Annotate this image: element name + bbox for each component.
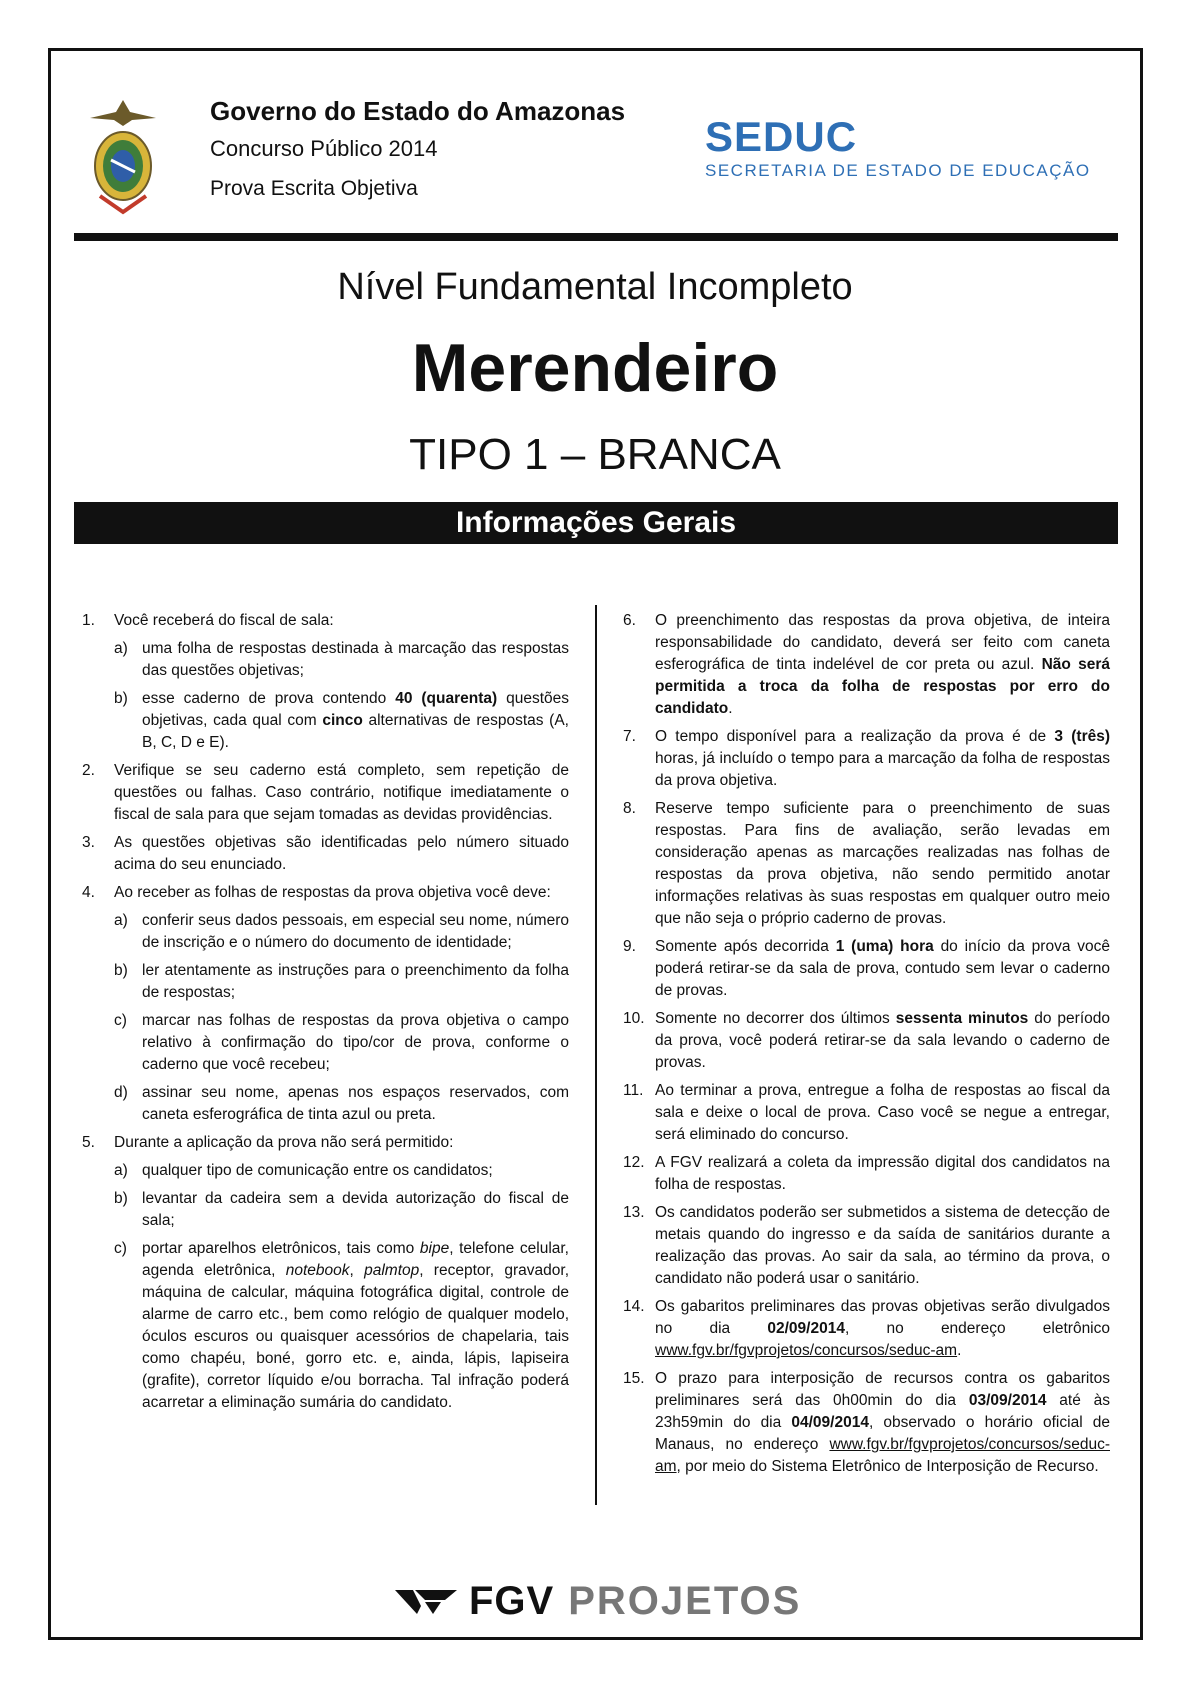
instruction-item: 3. As questões objetivas são identificadas pelo número situado acima do seu enunciado. xyxy=(82,834,569,873)
seduc-logo-text: SEDUC xyxy=(705,113,858,160)
fgv-logo-icon xyxy=(395,1586,457,1616)
instruction-item: 7. O tempo disponível para a realização da prova é de 3 (três) horas, já incluído o tempo para a marcação da folha de respostas da prova objetiva. xyxy=(623,728,1110,789)
instruction-subitem: c) portar aparelhos eletrônicos, tais como bipe, telefone celular, agenda eletrônica, notebook, palmtop, receptor, gravador, máquina de calcular, máquina fotográfica digital, controle de alarme de carro etc., bem como relógio de qualquer modelo, óculos escuros ou quaisquer acessórios de chapelaria, tais como chapéu, boné, gorro etc. e, ainda, lápis, lapiseira (grafite), corretor líquido e/ou borracha. Tal infração poderá acarretar a eliminação sumária do candidato. xyxy=(114,1240,569,1411)
education-level: Nível Fundamental Incompleto xyxy=(337,266,853,308)
instruction-subitem: a) qualquer tipo de comunicação entre os candidatos; xyxy=(114,1162,493,1179)
instruction-subitem: a) uma folha de respostas destinada à marcação das respostas das questões objetivas; xyxy=(114,640,569,679)
results-link[interactable]: www.fgv.br/fgvprojetos/concursos/seduc-am xyxy=(655,1342,958,1359)
instruction-item: 5. Durante a aplicação da prova não será permitido: xyxy=(82,1134,454,1151)
contest-name: Concurso Público 2014 xyxy=(210,136,438,161)
instruction-item: 2. Verifique se seu caderno está completo, sem repetição de questões ou falhas. Caso contrário, notifique imediatamente o fiscal de sala para que sejam tomadas as devidas providências. xyxy=(82,762,569,823)
government-name: Governo do Estado do Amazonas xyxy=(210,96,626,126)
instruction-subitem: b) esse caderno de prova contendo 40 (quarenta) questões objetivas, cada qual com cinco alternativas de respostas (A, B, C, D e E). xyxy=(114,690,569,751)
instruction-item: 4. Ao receber as folhas de respostas da prova objetiva você deve: xyxy=(82,884,551,901)
instruction-subitem: a) conferir seus dados pessoais, em especial seu nome, número de inscrição e o número do documento de identidade; xyxy=(114,912,569,951)
header-divider xyxy=(74,233,1118,241)
appeals-link[interactable]: www.fgv.br/fgvprojetos/concursos/seduc-am xyxy=(655,1436,1110,1475)
instruction-item: 10. Somente no decorrer dos últimos sessenta minutos do período da prova, você poderá retirar-se da sala levando o caderno de provas. xyxy=(623,1010,1110,1071)
amazonas-coat-of-arms-icon xyxy=(86,96,160,218)
instruction-item: 11. Ao terminar a prova, entregue a folha de respostas ao fiscal da sala e deixe o local de prova. Caso você se negue a entregar, será eliminado do concurso. xyxy=(623,1082,1110,1143)
instruction-item: 14. Os gabaritos preliminares das provas objetivas serão divulgados no dia 02/09/2014, no endereço eletrônico www.fgv.br/fgvprojetos/concursos/seduc-am. xyxy=(623,1298,1110,1359)
exam-type: TIPO 1 – BRANCA xyxy=(409,430,781,479)
fgv-text: FGV xyxy=(469,1578,555,1623)
instruction-subitem: b) ler atentamente as instruções para o preenchimento da folha de respostas; xyxy=(114,962,569,1001)
role-title: Merendeiro xyxy=(411,330,779,406)
instruction-subitem: c) marcar nas folhas de respostas da prova objetiva o campo relativo à confirmação do tipo/cor de prova, conforme o caderno que você recebeu; xyxy=(114,1012,569,1073)
instruction-item: 15. O prazo para interposição de recursos contra os gabaritos preliminares será das 0h00min do dia 03/09/2014 até às 23h59min do dia 04/09/2014, observado o horário oficial de Manaus, no endereço www.fgv.br/fgvprojetos/concursos/seduc-am, por meio do Sistema Eletrônico de Interposição de Recurso. xyxy=(623,1370,1111,1475)
projetos-text: PROJETOS xyxy=(568,1578,802,1623)
instruction-item: 9. Somente após decorrida 1 (uma) hora do início da prova você poderá retirar-se da sala de prova, contudo sem levar o caderno de provas. xyxy=(623,938,1111,999)
seduc-logo xyxy=(705,115,1091,183)
header-text xyxy=(210,94,625,208)
instruction-item: 1. Você receberá do fiscal de sala: xyxy=(82,612,334,629)
instructions-right-column xyxy=(623,610,1110,1484)
exam-name: Prova Escrita Objetiva xyxy=(210,177,418,200)
section-header: Informações Gerais xyxy=(74,502,1118,544)
instruction-item: 12. A FGV realizará a coleta da impressão digital dos candidatos na folha de respostas. xyxy=(623,1154,1110,1193)
instruction-item: 13. Os candidatos poderão ser submetidos a sistema de detecção de metais quando do ingresso e da saída de sanitários durante a realização das provas. Ao sair da sala, ao término da prova, o candidato não poderá usar o sanitário. xyxy=(623,1204,1110,1287)
instruction-subitem: d) assinar seu nome, apenas nos espaços reservados, com caneta esferográfica de tinta azul ou preta. xyxy=(114,1084,569,1123)
seduc-logo-subtitle: SECRETARIA DE ESTADO DE EDUCAÇÃO xyxy=(705,161,1091,180)
column-divider xyxy=(595,605,597,1505)
instruction-subitem: b) levantar da cadeira sem a devida autorização do fiscal de sala; xyxy=(114,1190,569,1229)
instruction-item: 6. O preenchimento das respostas da prova objetiva, de inteira responsabilidade do candidato, deverá ser feito com caneta esferográfica de tinta indelével de cor preta ou azul. Não será permitida a troca da folha de respostas por erro do candidato. xyxy=(623,612,1110,717)
instructions-left-column xyxy=(82,610,569,1420)
instruction-item: 8. Reserve tempo suficiente para o preenchimento de suas respostas. Para fins de avaliação, serão levadas em consideração apenas as marcações realizadas nas folhas de respostas da prova objetiva, não sendo permitido anotar informações relativas às suas respostas em qualquer outro meio que não seja o próprio caderno de provas. xyxy=(623,800,1110,927)
fgv-projetos-logo xyxy=(395,1575,801,1627)
